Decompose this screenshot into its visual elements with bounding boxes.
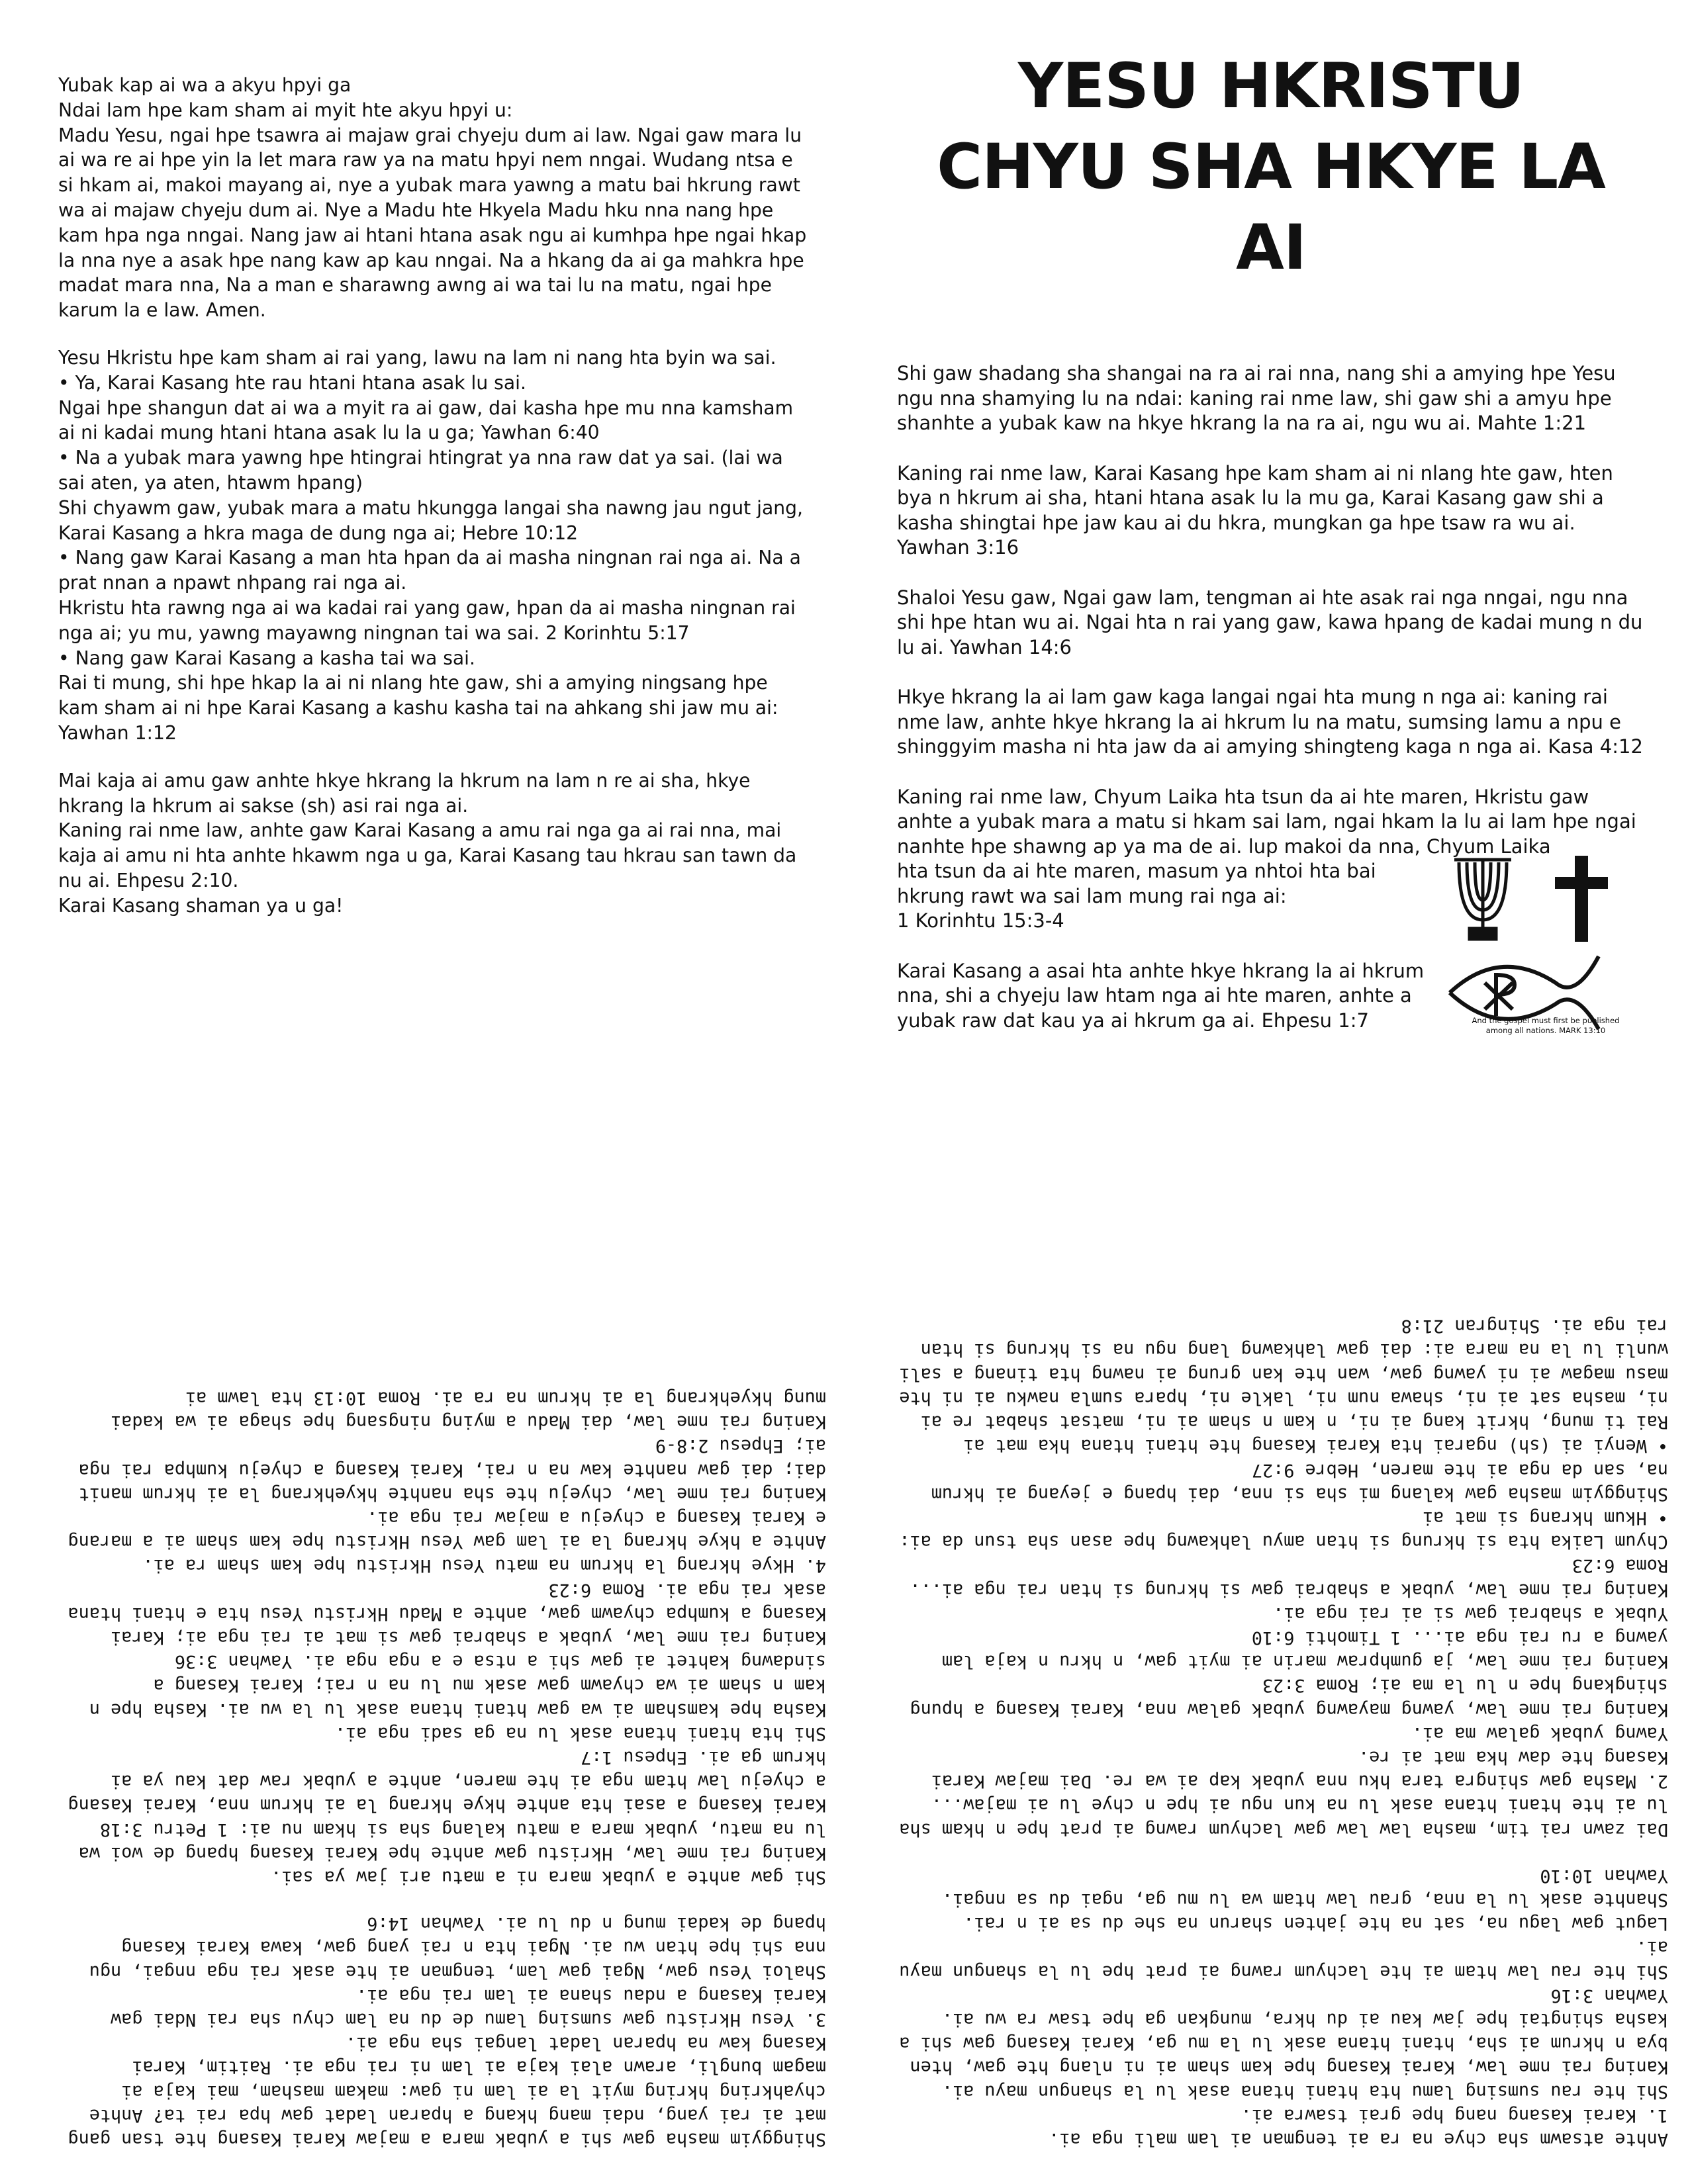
inverted-line: • Wenyi ai (sh) ngarai hta Karai Kasang hte htani htana hka mat ai xyxy=(963,1435,1668,1457)
inverted-line: Chyum Laika hta si hkrung si htan amyu lahkawng hpe asan sha tsun da ai: xyxy=(899,1531,1668,1553)
prayer-line: Mai kaja ai amu gaw anhte hkye hkrang la hkrum na lam n re ai sha, hkye hkrang la hkrum ai sakse (sh) asi rai nga ai. xyxy=(58,769,757,817)
prayer-line: Yubak kap ai wa a akyu hpyi ga xyxy=(58,74,352,96)
inverted-line: Shi hte rau law htam ai hte lachyum rawng ai prat hpe lu la shangun mayu ai. xyxy=(888,1937,1668,1982)
spacer xyxy=(58,323,813,345)
scripture-paragraph: Hkye hkrang la ai lam gaw kaga langai ngai hta mung n nga ai: kaning rai nme law, anhte hkye hkrang la ai hkrum lu na matu, sumsing lamu a npu e shinggyim masha ni hta jaw da ai amying shingteng kaga n nga ai. Kasa 4:12 xyxy=(897,686,1643,758)
inverted-line: 2. Masha gaw shingra tara hku nna yubak kap ai wa re. Dai majaw Karai Kasang hte daw hka mat ai re. xyxy=(920,1747,1668,1792)
inverted-line: Shi hte rau sumsing lamu hta htani htana asak lu la shangun mayu ai. xyxy=(941,2081,1668,2102)
prayer-line: Rai ti mung, shi hpe hkap la ai ni nlang hte gaw, shi a amying ningsang hpe kam sham ai ni hpe Karai Kasang a kashu kasha tai na ahkang shi jaw mu ai: Yawhan 1:12 xyxy=(58,672,784,744)
inverted-line: 4. Hkye hkrang la hkrum na matu Yesu Hkristu hpe kam sham ra ai. xyxy=(142,1555,826,1576)
spacer xyxy=(897,760,1645,785)
inverted-line: Lagut gaw lagu na, sat na hte jahten sharun na she du sa ai n rai. Shanhte asak lu la nna, grau law htam wa lu mu ga, ngai du sa nngai. Yawhan 10:10 xyxy=(931,1865,1668,1934)
scripture-continuation xyxy=(897,859,1440,934)
prayer-line: Kaning rai nme law, anhte gaw Karai Kasang a amu rai nga ga ai rai nna, mai kaja ai amu ni hta anhte hkawm nga u ga, Karai Kasang tau hkrau san tawn da nu ai. Ehpesu 2:10. xyxy=(58,819,803,891)
inverted-panel-right xyxy=(890,1148,1668,2151)
scripture-line: hkrung rawt wa sai lam mung rai nga ai: xyxy=(897,884,1287,907)
spacer xyxy=(897,436,1645,461)
caption-line-1: And the gospel must first be published xyxy=(1472,1016,1620,1025)
scripture-paragraph: Shaloi Yesu gaw, Ngai gaw lam, tengman ai hte asak rai nga nngai, ngu nna shi hpe htan wu ai. Ngai hta n rai yang gaw, kawa hpang de kadai mung n du lu ai. Yawhan 14:6 xyxy=(897,586,1649,659)
inverted-line: 3. Yesu Hkristu gaw sumsing lamu de du na lam chyu sha rai Ndai gaw Karai Kasang a ndau shana ai lam rai nga ai. xyxy=(99,1985,826,2030)
title-line-1: YESU HKRISTU xyxy=(1017,50,1524,122)
prayer-line: • Nang gaw Karai Kasang a kasha tai wa sai. xyxy=(58,647,475,669)
title-line-2: CHYU SHA HKYE LA AI xyxy=(937,131,1605,284)
scripture-line: 1 Korinhtu 15:3-4 xyxy=(897,909,1064,932)
inverted-line: Kaning rai nme law, yubak a shabrai gaw si hkrung si htan rai nga ai... Roma 6:23 xyxy=(899,1555,1668,1600)
prayer-line: Madu Yesu, ngai hpe tsawra ai majaw grai chyeju dum ai law. Ngai gaw mara lu ai wa re ai hpe yin la let mara raw ya na matu hpyi nem nngai. Wudang ntsa e si hkam ai, makoi mayang ai, nye a yubak mara yawng a matu bai hkrung rawt wa ai majaw chyeju dum ai. Nye a Madu hte Hkyela Madu hku nna nang hpe kam hpa nga nngai. Nang jaw ai htani htana asak ngu ai kumhpa hpe ngai hkap la nna nye a asak hpe nang kaw ap kau nngai. Na a hkang da ai ga mahkra hpe madat mara nna, Na a man e sharawng awng ai wa tai lu na matu, ngai hpe karum la e law. Amen. xyxy=(58,124,813,322)
spacer xyxy=(58,1889,826,1911)
inverted-line: Shi gaw anhte a yubak mara ni a matu ari jaw ya sai. xyxy=(271,1866,826,1888)
inverted-panel-left xyxy=(58,1148,826,2151)
spacer xyxy=(58,746,813,768)
inverted-line: Kaning rai nme law, yawng mayawng yubak galaw nna, Karai Kasang a hpung shingkang hpe n lu la ma ai; Roma 3:23 xyxy=(899,1675,1668,1720)
inverted-line: Kaning rai nme law, yubak a shabrai gaw si mat ai rai nga ai; Karai Kasang a kumhpa chyawm gaw, anhte a Madu Hkristu Yesu hta e htani htana asak rai nga ai. Roma 6:23 xyxy=(57,1579,826,1648)
cross-icon xyxy=(1555,856,1608,942)
spacer xyxy=(897,561,1645,586)
scripture-paragraphs xyxy=(897,361,1649,859)
inverted-line: Kaning rai nme law, Hkristu gaw anhte hpe Karai Kasang hpang de woi wa lu na matu, yubak mara a matu kalang sha si hkam nu ai: 1 Petru 3:18 xyxy=(68,1819,826,1864)
prayer-line: • Ya, Karai Kasang hte rau htani htana asak lu sai. xyxy=(58,371,526,394)
inverted-line: Kaning rai nme law, dai Madu a mying ningsang hpe shaga ai wa kadai mung hkyehkrang la ai hkrum na ra ai. Roma 10:13 hta lawm ai xyxy=(99,1387,826,1433)
menorah-icon xyxy=(1454,858,1511,939)
caption-line-2: among all nations. MARK 13:10 xyxy=(1485,1026,1606,1035)
scripture-paragraph: Kaning rai nme law, Chyum Laika hta tsun da ai hte maren, Hkristu gaw anhte a yubak mara a matu si hkam sai lam, ngai hkam la lu ai lam hpe ngai nanhte hpe shawng ap ya ma de ai. lup makoi da nna, Chyum Laika xyxy=(897,785,1643,858)
inverted-line: Anhte a hkye hkrang la ai lam gaw Yesu Hkristu hpe kam sham ai a marang e Karai Kasang a chyeju a majaw rai nga ai. xyxy=(57,1507,826,1553)
inverted-line: Karai Kasang a asai hta anhte hkye hkrang la ai hkrum nna, Karai Kasang a chyeju law htam nga ai hte maren, anhte a yubak raw dat kau ya ai hkrum ga ai. Ehpesu 1:7 xyxy=(57,1747,826,1816)
inverted-line: Anhte atsawm sha chye na ra ai tengman ai lam mali nga ai. xyxy=(1049,2129,1668,2150)
prayer-line: • Nang gaw Karai Kasang a man hta hpan da ai masha ningnan rai nga ai. Na a prat nnan a npawt nhpang rai nga ai. xyxy=(58,547,807,594)
scripture-line: hta tsun da ai hte maren, masum ya nhtoi hta bai xyxy=(897,860,1376,882)
inverted-line: Dai zawn rai tim, masha law law gaw lachyum rawng ai prat hpe n hkam sha lu ai hte htani htana asak lu na kun ngu ai hpe n chye lu ai majaw... xyxy=(888,1795,1668,1840)
prayer-line: Karai Kasang shaman ya u ga! xyxy=(58,894,344,917)
inverted-line: Shi hta htani htana asak lu na ga sadi nga ai. xyxy=(334,1723,826,1744)
scripture-paragraph: Kaning rai nme law, Karai Kasang hpe kam sham ai ni nlang hte gaw, hten bya n hkrum ai sha, htani htana asak lu la mu ga, Karai Kasang gaw shi a kasha shingtai hpe jaw kau ai du hkra, mungkan ga hpe tsaw ra wu ai. Yawhan 3:16 xyxy=(897,461,1620,559)
prayer-line: Yesu Hkristu hpe kam sham ai rai yang, lawu na lam ni nang hta byin wa sai. xyxy=(58,346,776,369)
inverted-line: Yawng yubak galaw ma ai. xyxy=(1411,1723,1668,1744)
closing-verse: Karai Kasang a asai hta anhte hkye hkrang la ai hkrum nna, shi a chyeju law htam nga ai hte maren, anhte a yubak raw dat kau ya ai hkrum ga ai. Ehpesu 1:7 xyxy=(897,959,1430,1032)
inverted-line: • Hkum hkrang si mat ai xyxy=(1422,1507,1668,1528)
inverted-line: Yubak a shabrai gaw si ai rai nga ai. xyxy=(1273,1603,1668,1624)
prayer-panel xyxy=(58,73,813,919)
prayer-line: Ndai lam hpe kam sham ai myit hte akyu hpyi u: xyxy=(58,99,513,121)
prayer-line: Shi chyawm gaw, yubak mara a matu hkungga langai sha nawng jau ngut jang, Karai Kasang a hkra maga de dung nga ai; Hebre 10:12 xyxy=(58,496,809,544)
inverted-line: 1. Karai Kasang nang hpe grai tsawra ai. xyxy=(1241,2105,1668,2126)
inverted-line: Shinggyim masha gaw shi a yubak mara a majaw Karai Kasang hte tsan gang mat ai rai yang, ndai mang hkang a hparan ladat gaw hpa rai ta? Anhte chyahkring hkring myit la ai lam ni gaw: makam masham, mai kaja ai magam bungli, arawn alai kaja ai lam ni rai nga ai. Raitim, Karai Kasang kaw na hparan ladat langai sha nga ai. xyxy=(57,2033,826,2150)
inverted-line: Kaning rai nme law, chyeju hte sha nanhte hkyehkrang la ai hkrum manit dai; dai gaw nanhte kaw na n rai, Karai Kasang a chyeju kumhpa rai nga ai; Ehpesu 2:8-9 xyxy=(68,1435,826,1504)
prayer-line: Ngai hpe shangun dat ai wa a myit ra ai gaw, dai kasha hpe mu nna kamsham ai ni kadai mung htani htana asak lu la u ga; Yawhan 6:40 xyxy=(58,396,800,444)
inverted-line: Rai ti mung, hkrit kang ai ni, n kam n sham ai ni, matsat shabat re ai ni, masha sat ai ni, shawa num ni, lakle ni, hpara sumla nawku ai ni hte masu magaw ai ni yawng gaw, wan hte kan grung ai nawng hta tinang a sali wunli lu la na mara ai: dai gaw lahkawng lang ngu na si hkrung si htan rai nga ai. Shingran 21:8 xyxy=(888,1316,1668,1433)
scripture-paragraph: Shi gaw shadang sha shangai na ra ai rai nna, nang shi a amying hpe Yesu ngu nna shamying lu na ndai: kaning rai nme law, shi gaw shi a amyu hpe shanhte a yubak kaw na hkye hkrang la na ra ai, ngu wu ai. Mahte 1:21 xyxy=(897,362,1622,434)
gospel-caption xyxy=(1436,1016,1655,1036)
inverted-line: Shaloi Yesu gaw, Ngai gaw lam, tengman ai hte asak rai nga nngai, ngu nna shi hpe htan wu ai. Ngai hta n rai yang gaw, kawa Karai Kasang hpang de kadai mung n du lu ai. Yawhan 14:6 xyxy=(78,1913,826,1982)
prayer-line: • Na a yubak mara yawng hpe htingrai htingrat ya nna raw dat ya sai. (lai wa sai aten, ya aten, htawm hpang) xyxy=(58,447,789,494)
inverted-line: Shinggyim masha gaw kalang mi sha si nna, dai hpang e jeyang ai hkrum na, san da nga ai hte maren, Hebre 9:27 xyxy=(920,1459,1668,1504)
prayer-line: Hkristu hta rawng nga ai wa kadai rai yang gaw, hpan da ai masha ningnan rai nga ai; yu mu, yawng mayawng ningnan tai wa sai. 2 Korinhtu 5:17 xyxy=(58,596,802,644)
inverted-line: Kaning rai nme law, ja gumhpraw marin ai myit gaw, n hkru n kaja lam yawng a ru rai nga ai... 1 Timohti 6:10 xyxy=(931,1627,1668,1672)
spacer xyxy=(890,1841,1668,1864)
inverted-line: Kasha hpe kamsham ai wa gaw htani htana asak lu la wu ai. Kasha hpe n kam n sham ai wa chyawm gaw asak mu lu na n rai; Karai Kasang a sindawng kahtet ai gaw shi a ntsa e a nga nga ai. Yawhan 3:36 xyxy=(78,1651,826,1720)
inverted-line: Kaning rai nme law, Karai Kasang hpe kam sham ai ni nlang hte gaw, hten bya n hkrum ai sha, htani htana asak lu la mu ga, Karai Kasang gaw shi a kasha shingtai hpe jaw kau ai du hkra, mungkan ga hpe tsaw ra wu ai. Yawhan 3:16 xyxy=(888,1985,1668,2078)
page-title xyxy=(897,46,1645,289)
spacer xyxy=(897,660,1645,685)
